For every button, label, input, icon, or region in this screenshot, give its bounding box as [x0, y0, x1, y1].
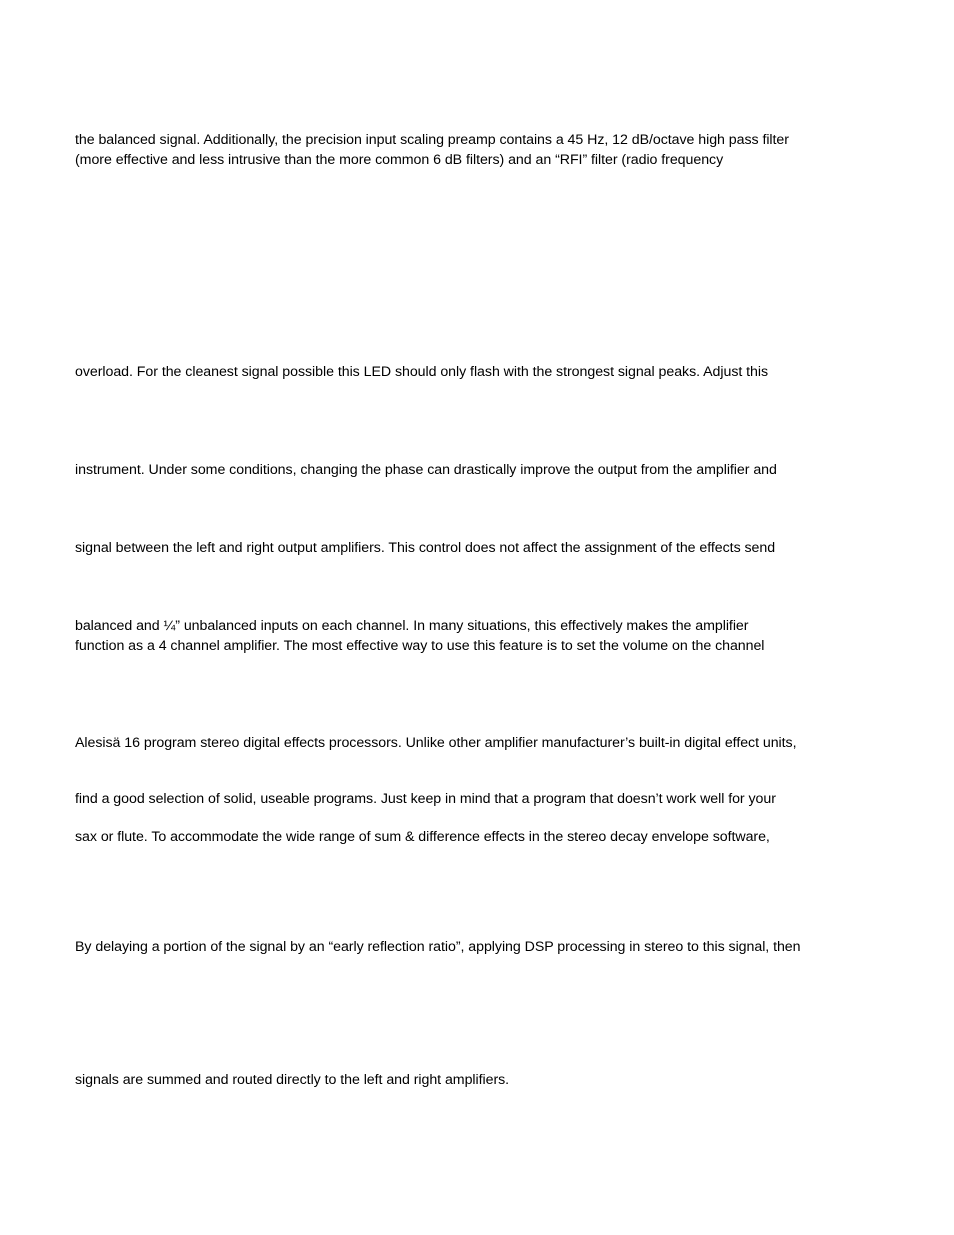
text-line: signals are summed and routed directly to the left and right amplifiers. [75, 1072, 510, 1088]
text-line: find a good selection of solid, useable programs. Just keep in mind that a program that doesn’t work well for your [75, 791, 776, 807]
text-line: instrument. Under some conditions, changing the phase can drastically improve the output from the amplifier and [75, 462, 777, 478]
text-line: (more effective and less intrusive than the more common 6 dB filters) and an “RFI” filter (radio frequency [75, 152, 724, 168]
text-line: By delaying a portion of the signal by an “early reflection ratio”, applying DSP processing in stereo to this signal, then [75, 939, 801, 955]
text-line: overload. For the cleanest signal possible this LED should only flash with the strongest signal peaks. Adjust this [75, 364, 769, 380]
text-line: function as a 4 channel amplifier. The most effective way to use this feature is to set the volume on the channel [75, 638, 765, 654]
text-line: sax or flute. To accommodate the wide range of sum & difference effects in the stereo decay envelope software, [75, 829, 770, 845]
text-line: balanced and ¼” unbalanced inputs on each channel. In many situations, this effectively makes the amplifier [75, 618, 749, 634]
text-line: Alesisä 16 program stereo digital effects processors. Unlike other amplifier manufacturer’s built-in digital effect units, [75, 735, 797, 751]
text-line: signal between the left and right output amplifiers. This control does not affect the assignment of the effects send [75, 540, 776, 556]
text-line: the balanced signal. Additionally, the precision input scaling preamp contains a 45 Hz, 12 dB/octave high pass filter [75, 132, 789, 148]
